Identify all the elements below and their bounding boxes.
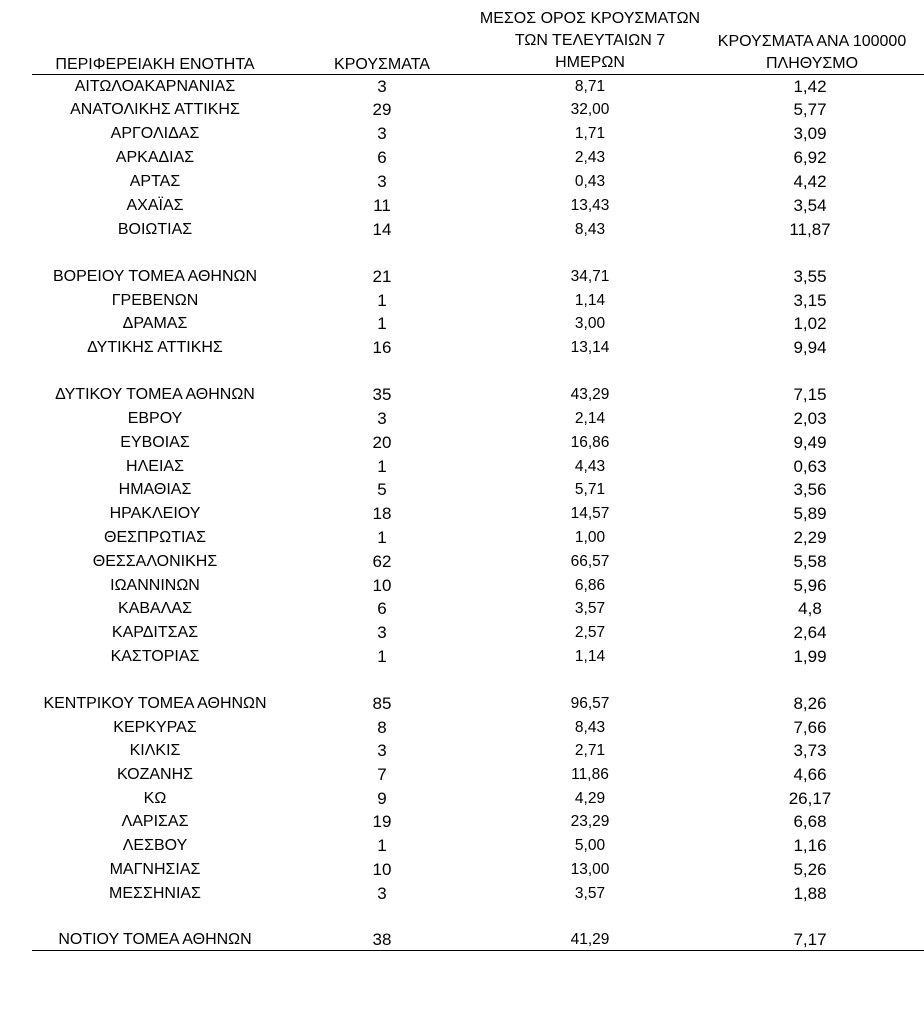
cell-cases: 1	[377, 457, 387, 476]
cell-avg: 1,14	[574, 648, 606, 665]
cell-avg: 6,86	[574, 577, 606, 594]
cell-name: ΕΒΡΟΥ	[127, 410, 183, 427]
cell-rate: 2,64	[793, 623, 827, 642]
cell-cases: 16	[372, 338, 392, 357]
cell-rate: 3,15	[793, 291, 827, 310]
cell-rate: 7,66	[793, 718, 827, 737]
cell-rate: 6,68	[793, 812, 827, 831]
cell-rate: 7,15	[793, 385, 827, 404]
cell-avg: 8,43	[574, 221, 606, 238]
cell-cases: 3	[377, 884, 387, 903]
cell-avg: 3,57	[574, 600, 606, 617]
cell-avg: 11,86	[571, 766, 609, 783]
cell-avg: 2,14	[574, 410, 606, 427]
cell-cases: 20	[372, 433, 392, 452]
cell-name: ΘΕΣΣΑΛΟΝΙΚΗΣ	[92, 553, 218, 570]
cell-rate: 1,88	[793, 884, 827, 903]
cell-rate: 8,26	[793, 694, 827, 713]
cell-avg: 14,57	[570, 505, 610, 522]
cell-name: ΓΡΕΒΕΝΩΝ	[111, 292, 199, 309]
cell-avg: 1,00	[574, 529, 606, 546]
cell-avg: 43,29	[570, 386, 610, 403]
cell-cases: 21	[372, 267, 392, 286]
cell-name: ΒΟΙΩΤΙΑΣ	[117, 221, 193, 238]
cell-rate: 5,58	[793, 552, 827, 571]
header-cases	[322, 54, 442, 76]
cell-cases: 3	[377, 623, 387, 642]
cell-name: ΑΧΑΪΑΣ	[126, 197, 184, 214]
cell-cases: 38	[372, 930, 392, 949]
cell-avg: 66,57	[570, 553, 610, 570]
cell-cases: 7	[377, 765, 387, 784]
cell-name: ΚΑΒΑΛΑΣ	[118, 600, 192, 617]
cell-name: ΚΕΝΤΡΙΚΟΥ ΤΟΜΕΑ ΑΘΗΝΩΝ	[43, 695, 267, 712]
cell-name: ΙΩΑΝΝΙΝΩΝ	[110, 577, 200, 594]
cell-rate: 11,87	[789, 220, 831, 239]
cell-cases: 9	[377, 789, 387, 808]
cell-cases: 18	[372, 504, 392, 523]
header-rate	[700, 31, 924, 75]
cell-rate: 6,92	[793, 148, 827, 167]
cell-name: ΕΥΒΟΙΑΣ	[120, 434, 190, 451]
cell-avg: 2,43	[574, 149, 606, 166]
header-rate-line2: ΠΛΗΘΥΣΜΟ	[765, 55, 859, 72]
cell-rate: 3,55	[793, 267, 827, 286]
cell-name: ΔΥΤΙΚΟΥ ΤΟΜΕΑ ΑΘΗΝΩΝ	[55, 386, 255, 403]
header-cases-label: ΚΡΟΥΣΜΑΤΑ	[334, 56, 430, 73]
cell-avg: 23,29	[570, 813, 610, 830]
cell-avg: 13,14	[570, 339, 610, 356]
header-region	[30, 54, 280, 76]
cell-name: ΛΑΡΙΣΑΣ	[121, 813, 189, 830]
cell-cases: 10	[372, 860, 392, 879]
cell-name: ΚΙΛΚΙΣ	[129, 742, 181, 759]
cell-name: ΝΟΤΙΟΥ ΤΟΜΕΑ ΑΘΗΝΩΝ	[58, 931, 252, 948]
cell-name: ΒΟΡΕΙΟΥ ΤΟΜΕΑ ΑΘΗΝΩΝ	[52, 268, 258, 285]
cell-cases: 1	[377, 836, 387, 855]
cell-rate: 3,54	[793, 196, 827, 215]
cell-cases: 35	[372, 385, 392, 404]
cell-rate: 3,73	[793, 741, 827, 760]
cell-avg: 13,43	[570, 197, 610, 214]
cell-rate: 1,99	[793, 647, 827, 666]
cell-rate: 9,49	[793, 433, 827, 452]
cell-cases: 1	[377, 314, 387, 333]
cell-avg: 96,57	[570, 695, 610, 712]
cell-cases: 3	[377, 124, 387, 143]
cell-avg: 8,43	[574, 719, 606, 736]
cell-rate: 4,66	[793, 765, 827, 784]
cell-rate: 9,94	[793, 338, 827, 357]
cell-avg: 8,71	[574, 78, 606, 95]
cell-cases: 3	[377, 172, 387, 191]
cell-name: ΔΥΤΙΚΗΣ ΑΤΤΙΚΗΣ	[87, 339, 223, 356]
cell-name: ΑΙΤΩΛΟΑΚΑΡΝΑΝΙΑΣ	[74, 78, 236, 95]
cell-name: ΗΛΕΙΑΣ	[126, 458, 184, 475]
cell-name: ΑΡΓΟΛΙΔΑΣ	[110, 125, 200, 142]
header-avg-line2: ΤΩΝ ΤΕΛΕΥΤΑΙΩΝ 7	[514, 32, 666, 49]
cell-name: ΚΑΣΤΟΡΙΑΣ	[110, 648, 200, 665]
cell-rate: 2,29	[793, 528, 827, 547]
cell-rate: 5,89	[793, 504, 827, 523]
cell-rate: 4,42	[793, 172, 827, 191]
cell-avg: 16,86	[570, 434, 610, 451]
cell-rate: 3,56	[793, 480, 827, 499]
cell-avg: 0,43	[574, 173, 606, 190]
header-avg	[470, 8, 710, 74]
cell-cases: 1	[377, 291, 387, 310]
cell-rate: 3,09	[793, 124, 827, 143]
cell-name: ΑΝΑΤΟΛΙΚΗΣ ΑΤΤΙΚΗΣ	[70, 101, 240, 118]
cell-name: ΚΕΡΚΥΡΑΣ	[113, 719, 197, 736]
cell-cases: 85	[372, 694, 392, 713]
cell-rate: 0,63	[793, 457, 827, 476]
cell-cases: 1	[377, 528, 387, 547]
cell-rate: 5,77	[793, 100, 827, 119]
cell-cases: 3	[377, 741, 387, 760]
cell-avg: 34,71	[570, 268, 610, 285]
header-avg-line3: ΗΜΕΡΩΝ	[555, 54, 625, 71]
cell-avg: 3,00	[574, 315, 606, 332]
cell-avg: 4,43	[574, 458, 606, 475]
cell-avg: 2,57	[574, 624, 606, 641]
cell-rate: 5,96	[793, 576, 827, 595]
cell-cases: 8	[377, 718, 387, 737]
header-rate-line1: ΚΡΟΥΣΜΑΤΑ ΑΝΑ 100000	[717, 33, 907, 50]
cell-avg: 2,71	[574, 742, 606, 759]
cell-cases: 62	[372, 552, 392, 571]
cell-cases: 6	[377, 148, 387, 167]
cell-rate: 4,8	[798, 599, 822, 618]
cell-name: ΑΡΤΑΣ	[129, 173, 181, 190]
cell-avg: 41,29	[570, 931, 610, 948]
header-avg-line1: ΜΕΣΟΣ ΟΡΟΣ ΚΡΟΥΣΜΑΤΩΝ	[479, 10, 701, 27]
cell-cases: 5	[377, 480, 387, 499]
cell-avg: 4,29	[574, 790, 606, 807]
header-region-label: ΠΕΡΙΦΕΡΕΙΑΚΗ ΕΝΟΤΗΤΑ	[55, 56, 255, 73]
cell-cases: 10	[372, 576, 392, 595]
cell-rate: 5,26	[793, 860, 827, 879]
cell-cases: 29	[372, 100, 392, 119]
cell-cases: 1	[377, 647, 387, 666]
cell-avg: 1,14	[574, 292, 606, 309]
table-bottom-rule	[32, 950, 924, 951]
cell-cases: 19	[372, 812, 392, 831]
cell-avg: 3,57	[574, 885, 606, 902]
cell-avg: 5,71	[574, 481, 606, 498]
cell-name: ΗΜΑΘΙΑΣ	[118, 481, 192, 498]
cell-rate: 1,02	[793, 314, 827, 333]
cell-name: ΜΕΣΣΗΝΙΑΣ	[109, 885, 201, 902]
cell-name: ΑΡΚΑΔΙΑΣ	[115, 149, 195, 166]
cell-rate: 7,17	[793, 930, 827, 949]
cell-name: ΛΕΣΒΟΥ	[122, 837, 188, 854]
cell-rate: 1,16	[793, 836, 827, 855]
cell-name: ΚΩ	[143, 790, 167, 807]
cell-name: ΜΑΓΝΗΣΙΑΣ	[109, 861, 201, 878]
cell-name: ΚΟΖΑΝΗΣ	[116, 766, 194, 783]
cell-avg: 1,71	[574, 125, 606, 142]
cell-cases: 3	[377, 77, 387, 96]
cell-name: ΔΡΑΜΑΣ	[122, 315, 188, 332]
cell-cases: 6	[377, 599, 387, 618]
cell-name: ΘΕΣΠΡΩΤΙΑΣ	[104, 529, 206, 546]
cell-name: ΗΡΑΚΛΕΙΟΥ	[109, 505, 201, 522]
cell-name: ΚΑΡΔΙΤΣΑΣ	[111, 624, 199, 641]
cell-cases: 14	[372, 220, 392, 239]
cell-cases: 11	[373, 196, 391, 215]
cell-cases: 3	[377, 409, 387, 428]
cell-avg: 13,00	[570, 861, 610, 878]
cell-avg: 32,00	[570, 101, 610, 118]
cell-rate: 1,42	[793, 77, 827, 96]
cell-rate: 26,17	[788, 789, 832, 808]
cell-rate: 2,03	[793, 409, 827, 428]
cell-avg: 5,00	[574, 837, 606, 854]
